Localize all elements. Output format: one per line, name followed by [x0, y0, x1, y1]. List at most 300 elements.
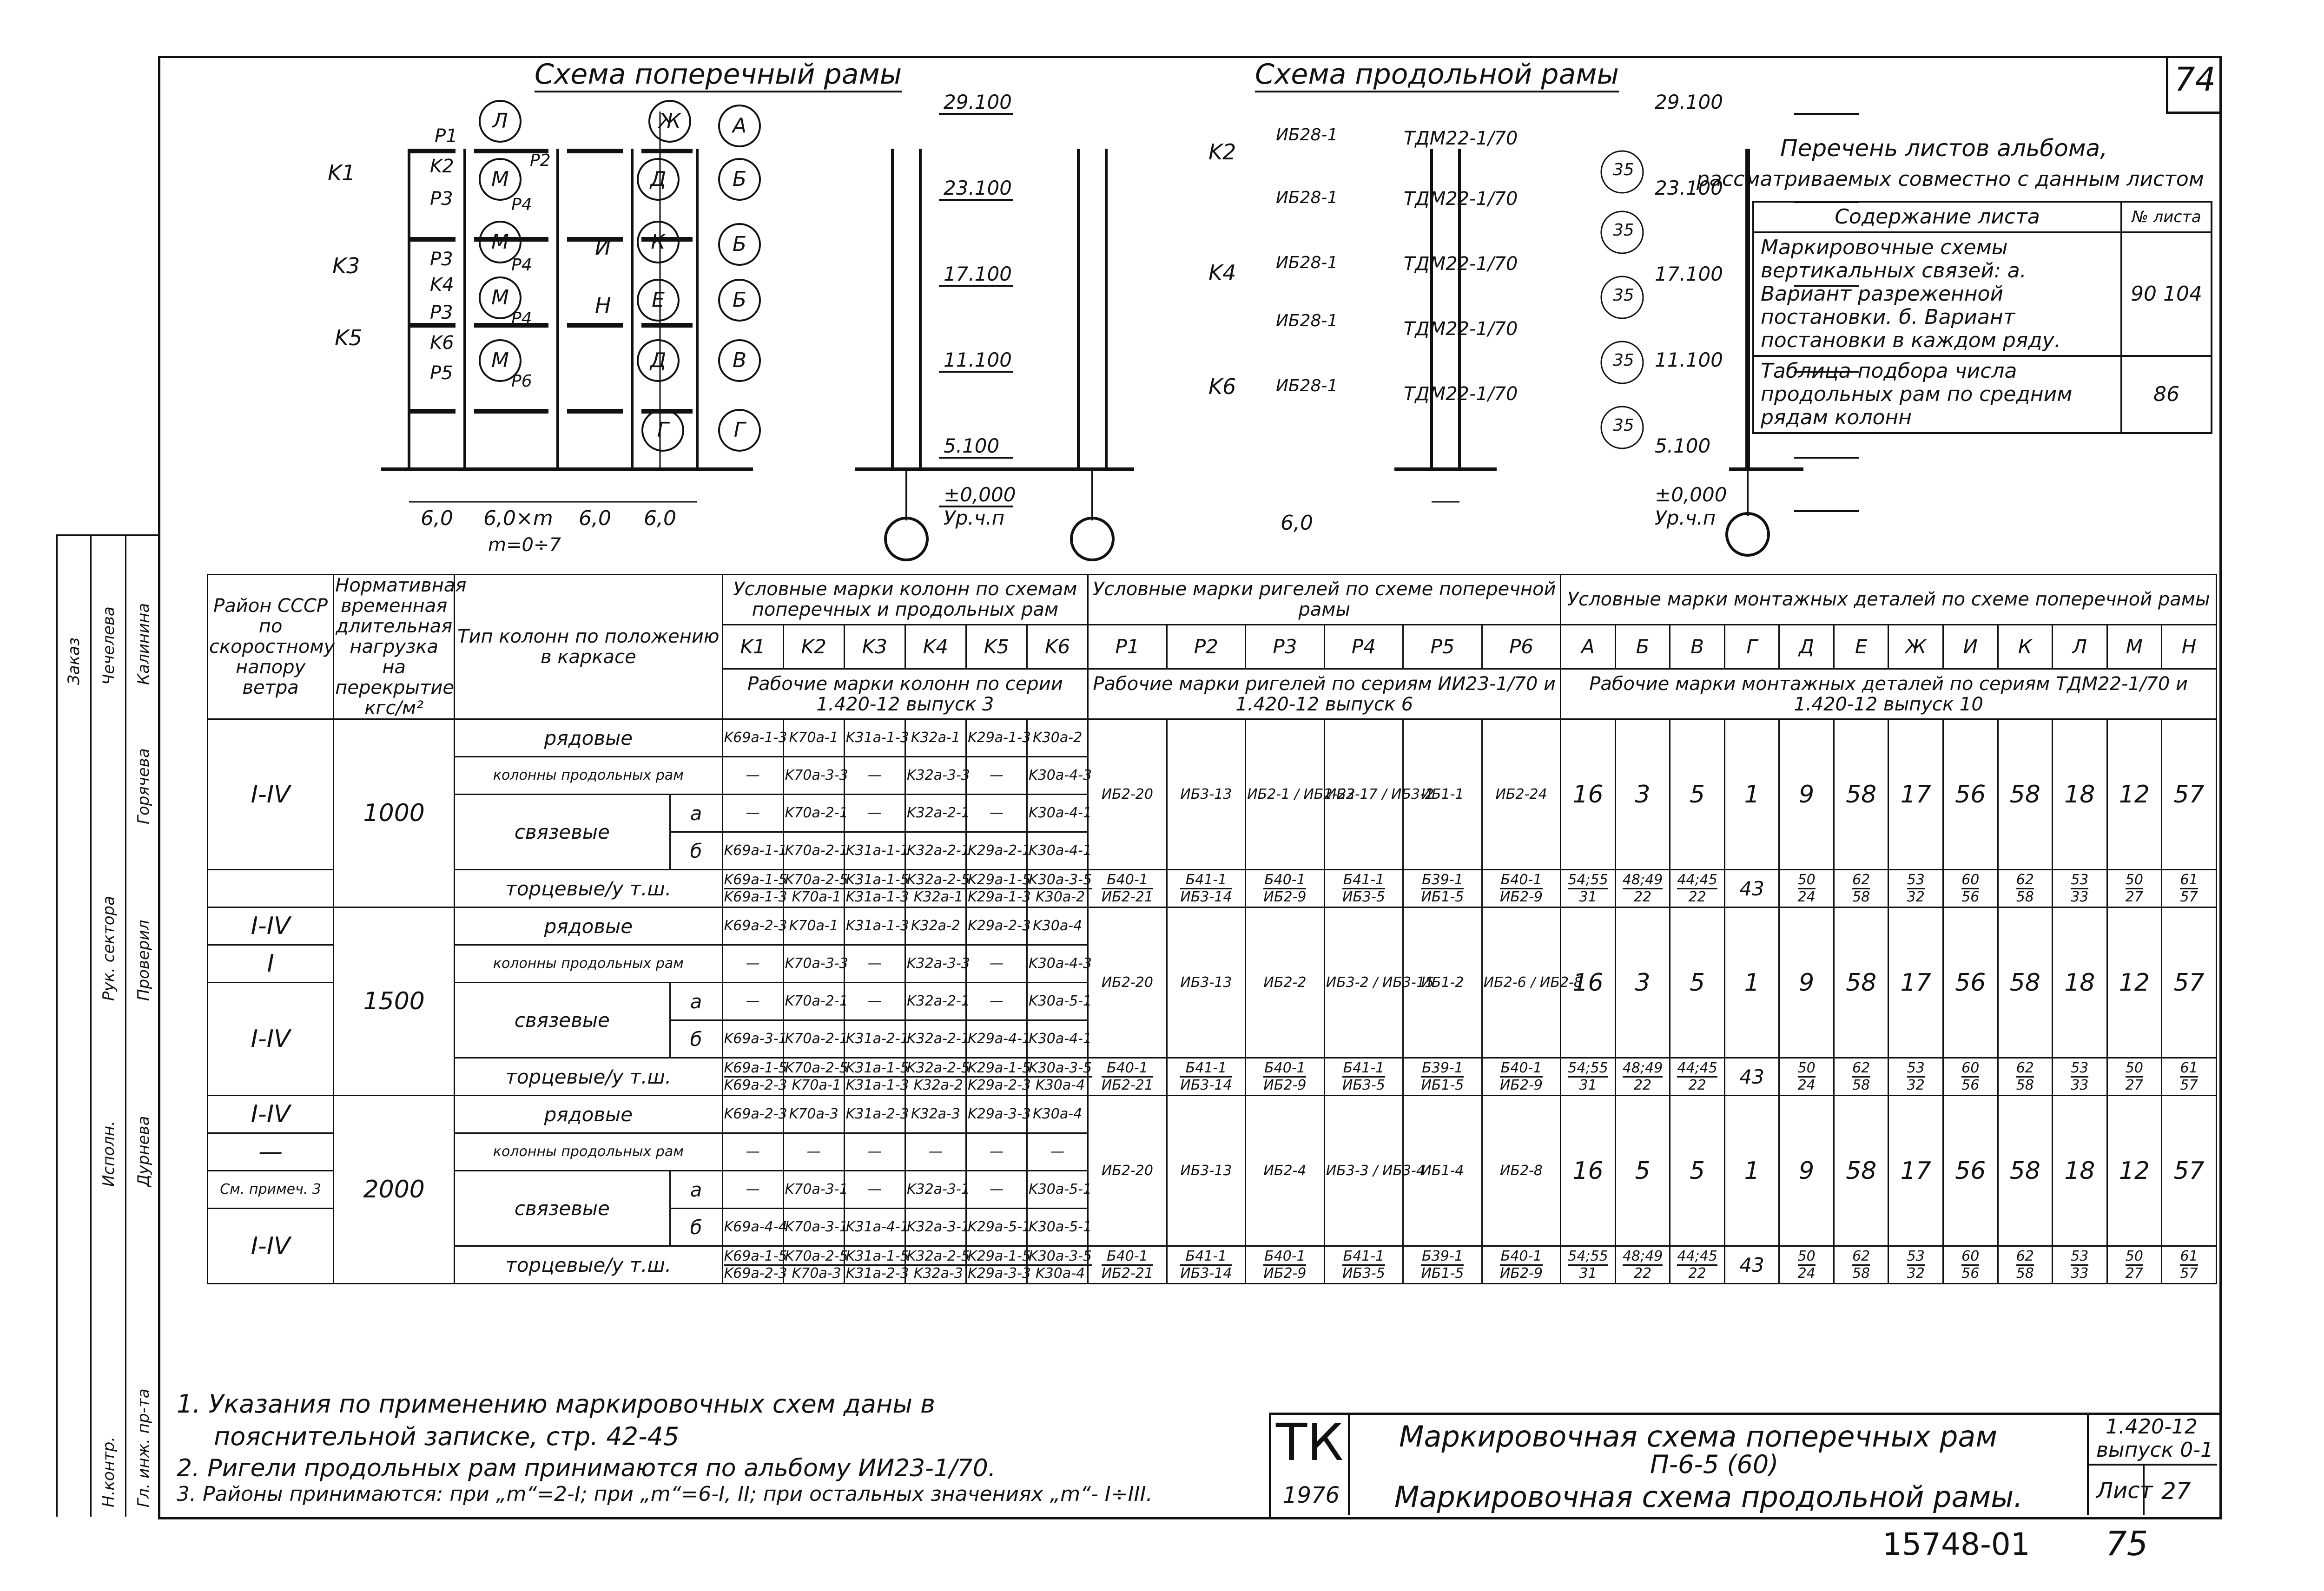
stamp-year: 1976	[1283, 1482, 1340, 1508]
circle-m1: М	[479, 158, 522, 201]
column-mark-cell: K30а-5-1	[1027, 983, 1088, 1020]
type-cell: торцевые/у т.ш.	[455, 870, 722, 907]
column-mark-cell: K30а-2	[1027, 719, 1088, 757]
frac-top: 60	[1961, 1060, 1979, 1078]
label-p6: P6	[511, 372, 532, 391]
frac-top: Б40-1	[1102, 1060, 1153, 1078]
side-text-1: Заказ	[65, 637, 83, 685]
frac-top: 48;49	[1623, 872, 1663, 889]
frac-bottom: K70а-1	[792, 888, 841, 905]
frac-bottom: K70а-3	[792, 1265, 841, 1282]
dim-4: 6,0	[644, 506, 676, 530]
detail-mark-cell: 1	[1724, 907, 1779, 1058]
frac-bottom: 31	[1579, 888, 1597, 905]
frac-bottom: 22	[1688, 1077, 1706, 1093]
detail-mark-cell: 5	[1670, 907, 1725, 1058]
column-mark-cell: —	[844, 945, 905, 983]
frac-bottom: K29а-3-3	[967, 1265, 1031, 1282]
detail-mark-cell: 17	[1888, 719, 1943, 870]
frac-bottom: 24	[1797, 888, 1816, 905]
stamp-title-2: П-6-5 (60)	[1650, 1450, 1779, 1479]
detail-mark-cell	[1779, 1246, 1834, 1284]
type-sub-cell: а	[670, 1171, 722, 1209]
beam-mark-cell	[1088, 1058, 1167, 1096]
note-3: 3. Районы принимаются: при „m“=2-I; при „m“=6-I, II; при остальных значениях „m“- I÷III.	[177, 1482, 1153, 1506]
frac-bottom: ИБ2-9	[1263, 1077, 1307, 1093]
album-list-table	[1752, 201, 2212, 434]
long-circle-3: 35	[1613, 286, 1634, 305]
frac-bottom: 22	[1688, 888, 1706, 905]
column-mark-cell	[1027, 870, 1092, 907]
beam-mark-cell	[1246, 870, 1325, 907]
frac-bottom: K31а-1-3	[845, 1077, 909, 1093]
detail-mark-cell: 43	[1724, 870, 1779, 907]
column-mark-cell: —	[966, 1133, 1027, 1171]
frac-bottom: 27	[2125, 1077, 2143, 1093]
beam-mark-cell: ИБ2-4	[1246, 1096, 1325, 1246]
stamp-sheet-no: 27	[2161, 1478, 2191, 1505]
long-circle-4: 35	[1613, 351, 1634, 370]
label-p4a: P4	[511, 195, 532, 214]
frac-bottom: 58	[1852, 888, 1870, 905]
column-mark-cell	[844, 1246, 909, 1284]
frac-bottom: K31а-1-3	[845, 888, 909, 905]
detail-mark-cell: 5	[1670, 719, 1725, 870]
detail-mark-cell	[1998, 1058, 2053, 1096]
frac-bottom: K30а-4	[1035, 1077, 1085, 1093]
column-mark-cell: —	[722, 1171, 783, 1209]
frac-top: K32а-2-5	[907, 872, 970, 889]
frac-bottom: ИБ3-14	[1180, 1077, 1232, 1093]
type-cell: колонны продольных рам	[455, 945, 722, 983]
column-mark-cell: —	[722, 757, 783, 795]
long-beam-1: ИБ28-1	[1276, 125, 1338, 145]
frac-top: 61	[2180, 1249, 2198, 1266]
note-1: 1. Указания по применению маркировочных схем даны в	[177, 1389, 935, 1419]
column-mark-cell: K32а-3	[905, 1096, 966, 1133]
type-sub-cell: б	[670, 1209, 722, 1246]
longitudinal-scheme-title: Схема продольной рамы	[1255, 58, 1619, 92]
sheet-number-top: 74	[2174, 60, 2216, 99]
column-mark-cell: K70а-2-1	[783, 832, 844, 870]
detail-mark-cell	[1615, 1058, 1670, 1096]
column-mark-cell: K29а-4-1	[966, 1020, 1027, 1058]
beam-mark-cell: ИБ1-1	[1403, 719, 1482, 870]
beam-mark-cell: ИБ1-4	[1403, 1096, 1482, 1246]
circle-m4: М	[479, 339, 522, 382]
beam-mark-cell	[1167, 1058, 1246, 1096]
long-mark-2: ТДМ22-1/70	[1404, 188, 1518, 210]
detail-mark-cell	[1834, 1058, 1888, 1096]
circle-g1: Г	[641, 409, 684, 452]
column-mark-cell: K32а-1	[905, 719, 966, 757]
beam-mark-cell	[1246, 1246, 1325, 1284]
detail-mark-cell: 16	[1561, 1096, 1616, 1246]
beam-mark-cell	[1167, 870, 1246, 907]
frac-bottom: K29а-1-3	[967, 888, 1031, 905]
circle-b2: Б	[718, 223, 761, 266]
floor-label-1: Ур.ч.п	[944, 506, 1005, 529]
detail-mark-cell: 57	[2162, 907, 2217, 1058]
detail-mark-cell	[1670, 870, 1725, 907]
frac-top: K32а-2-5	[907, 1060, 970, 1078]
album-list-title-1: Перечень листов альбома,	[1780, 135, 2107, 162]
frac-bottom: 24	[1797, 1265, 1816, 1282]
letter-n: Н	[595, 293, 611, 318]
frac-bottom: ИБ2-9	[1499, 888, 1543, 905]
label-p3c: P3	[430, 302, 453, 323]
hdr-beam-key: P6	[1482, 625, 1561, 669]
frac-top: 62	[1852, 1060, 1870, 1078]
detail-mark-cell: 1	[1724, 719, 1779, 870]
column-mark-cell: —	[844, 983, 905, 1020]
detail-mark-cell: 16	[1561, 719, 1616, 870]
circle-e: Е	[637, 279, 680, 322]
hdr-beams-group: Условные марки ригелей по схеме поперечной рамы	[1088, 575, 1561, 625]
hdr-beam-key: P5	[1403, 625, 1482, 669]
floor-label-2: Ур.ч.п	[1655, 506, 1716, 529]
hdr-col-key: K1	[722, 625, 783, 669]
frac-bottom: ИБ3-14	[1180, 1265, 1232, 1282]
frac-bottom: K70а-1	[792, 1077, 841, 1093]
column-mark-cell: —	[783, 1133, 844, 1171]
detail-mark-cell	[1615, 870, 1670, 907]
frac-top: 53	[2071, 1249, 2088, 1266]
column-mark-cell: —	[905, 1133, 966, 1171]
frac-top: Б41-1	[1342, 872, 1385, 889]
frac-bottom: K32а-3	[913, 1265, 963, 1282]
detail-mark-cell: 3	[1615, 907, 1670, 1058]
dim-3: 6,0	[579, 506, 611, 530]
region-cell: I-IV	[208, 1209, 334, 1284]
frac-bottom: K32а-1	[913, 888, 963, 905]
hdr-beam-key: P2	[1167, 625, 1246, 669]
side-binding-block	[56, 534, 160, 1517]
hdr-det-key: М	[2107, 625, 2162, 669]
side-text-3: Калинина	[134, 603, 153, 685]
frac-bottom: ИБ1-5	[1421, 1265, 1464, 1282]
hdr-beam-key: P3	[1246, 625, 1325, 669]
side-text-2: Чечелева	[99, 606, 118, 685]
letter-i: И	[595, 235, 611, 260]
circle-d1: Д	[637, 158, 680, 201]
column-mark-cell: —	[844, 757, 905, 795]
detail-mark-cell: 43	[1724, 1058, 1779, 1096]
column-mark-cell: —	[844, 1171, 905, 1209]
long-mark-4: ТДМ22-1/70	[1404, 318, 1518, 340]
hdr-region: Район СССР по скоростному напору ветра	[208, 575, 334, 719]
album-col-sheet: № листа	[2121, 202, 2212, 232]
detail-mark-cell: 17	[1888, 1096, 1943, 1246]
stamp-issue: выпуск 0-1	[2096, 1438, 2214, 1462]
column-mark-cell: K32а-2-1	[905, 1020, 966, 1058]
side-text-4: Горячева	[134, 748, 153, 824]
detail-mark-cell: 57	[2162, 719, 2217, 870]
circle-zh: Ж	[648, 100, 691, 143]
side-text-10: Гл. инж. пр-та	[134, 1388, 153, 1507]
beam-mark-cell	[1088, 1246, 1167, 1284]
level-4: 11.100	[944, 348, 1012, 371]
frac-bottom: ИБ3-5	[1342, 1265, 1385, 1282]
frac-bottom: 58	[1852, 1077, 1870, 1093]
long-k4: K4	[1208, 260, 1236, 285]
load-cell: 2000	[334, 1096, 455, 1284]
detail-mark-cell	[1779, 1058, 1834, 1096]
column-mark-cell: K30а-5-1	[1027, 1171, 1088, 1209]
detail-mark-cell	[1670, 1058, 1725, 1096]
frac-top: K30а-3-5	[1029, 1249, 1092, 1266]
hdr-beam-key: P4	[1324, 625, 1403, 669]
frac-top: K31а-1-5	[846, 1249, 909, 1266]
frac-bottom: 58	[2016, 1077, 2034, 1093]
long-level-1: 29.100	[1655, 91, 1723, 113]
beam-mark-cell: ИБ2-8	[1482, 1096, 1561, 1246]
frac-top: Б40-1	[1263, 872, 1306, 889]
album-row-1-content: Маркировочные схемы вертикальных связей: а. Вариант разреженной постановки. б. Вариант постановки в каждом ряду.	[1753, 232, 2121, 356]
detail-mark-cell	[2053, 1058, 2107, 1096]
beam-mark-cell	[1403, 870, 1482, 907]
region-cell: I-IV	[208, 983, 334, 1096]
frac-top: 62	[2016, 872, 2034, 889]
frac-bottom: ИБ2-9	[1499, 1077, 1543, 1093]
label-p4c: P4	[511, 309, 532, 328]
frac-bottom: K30а-4	[1035, 1265, 1085, 1282]
region-cell: —	[208, 1133, 334, 1171]
level-2: 23.100	[944, 177, 1012, 199]
hdr-det-key: А	[1561, 625, 1616, 669]
frac-top: 54;55	[1568, 1249, 1608, 1266]
frac-top: 53	[1907, 872, 1925, 889]
beam-mark-cell	[1324, 1246, 1403, 1284]
frac-top: 44;45	[1677, 1249, 1717, 1266]
beam-mark-cell: ИБ2-1 / ИБ2-22	[1246, 719, 1325, 870]
long-beam-4: ИБ28-1	[1276, 311, 1338, 330]
beam-mark-cell	[1167, 1246, 1246, 1284]
label-k2: K2	[430, 156, 454, 177]
detail-mark-cell: 9	[1779, 719, 1834, 870]
hdr-cols-group: Условные марки колонн по схемам поперечных и продольных рам	[722, 575, 1088, 625]
detail-mark-cell	[2053, 1246, 2107, 1284]
long-circle-1: 35	[1613, 160, 1634, 179]
frac-top: 53	[2071, 1060, 2088, 1078]
long-beam-3: ИБ28-1	[1276, 253, 1338, 272]
footer-page: 75	[2106, 1524, 2148, 1563]
frac-top: Б40-1	[1102, 1249, 1153, 1266]
frac-bottom: ИБ2-9	[1263, 1265, 1307, 1282]
column-mark-cell: —	[966, 945, 1027, 983]
frac-top: K69а-1-5	[724, 1060, 787, 1078]
circle-g2: Г	[718, 409, 761, 452]
frac-top: K30а-3-5	[1029, 1060, 1092, 1078]
long-circle-5: 35	[1613, 416, 1634, 435]
column-mark-cell	[966, 1058, 1031, 1096]
label-p1: P1	[435, 125, 458, 147]
beam-mark-cell	[1403, 1058, 1482, 1096]
frac-top: 54;55	[1568, 1060, 1608, 1078]
hdr-beams-series: Рабочие марки ригелей по сериям ИИ23-1/70 и 1.420-12 выпуск 6	[1088, 669, 1561, 719]
frac-top: Б39-1	[1421, 1060, 1464, 1078]
hdr-load: Нормативная временная длительная нагрузка на перекрытие кгс/м²	[334, 575, 455, 719]
detail-mark-cell	[2107, 1058, 2162, 1096]
frac-top: K31а-1-5	[846, 872, 909, 889]
stamp-title-1: Маркировочная схема поперечных рам	[1399, 1420, 1998, 1453]
frac-bottom: 57	[2180, 1077, 2198, 1093]
type-cell: торцевые/у т.ш.	[455, 1058, 722, 1096]
frac-top: K70а-2-5	[785, 872, 848, 889]
detail-mark-cell	[1888, 1246, 1943, 1284]
detail-mark-cell	[1834, 870, 1888, 907]
hdr-col-key: K6	[1027, 625, 1088, 669]
detail-mark-cell	[1670, 1246, 1725, 1284]
label-p4b: P4	[511, 256, 532, 275]
detail-mark-cell	[1615, 1246, 1670, 1284]
label-p5: P5	[430, 362, 453, 384]
detail-mark-cell: 57	[2162, 1096, 2217, 1246]
column-mark-cell: —	[1027, 1133, 1088, 1171]
detail-mark-cell	[1943, 870, 1998, 907]
frac-top: 48;49	[1623, 1249, 1663, 1266]
side-text-7: Исполн.	[99, 1121, 118, 1187]
long-mark-5: ТДМ22-1/70	[1404, 383, 1518, 405]
type-cell: колонны продольных рам	[455, 1133, 722, 1171]
frac-top: K69а-1-5	[724, 872, 787, 889]
region-cell: I-IV	[208, 719, 334, 870]
detail-mark-cell: 43	[1724, 1246, 1779, 1284]
frac-bottom: 31	[1579, 1077, 1597, 1093]
column-mark-cell: K70а-2-1	[783, 795, 844, 832]
circle-b1: Б	[718, 158, 761, 201]
column-mark-cell: K32а-3-1	[905, 1209, 966, 1246]
frac-top: 61	[2180, 1060, 2198, 1078]
beam-mark-cell: ИБ2-24	[1482, 719, 1561, 870]
label-p3b: P3	[430, 249, 453, 270]
detail-mark-cell: 58	[1998, 907, 2053, 1058]
label-k5: K5	[335, 325, 363, 350]
hdr-det-key: Н	[2162, 625, 2217, 669]
column-mark-cell: —	[966, 983, 1027, 1020]
level-5: 5.100	[944, 434, 1000, 457]
side-text-8: Дурнева	[134, 1116, 153, 1187]
detail-mark-cell	[1998, 1246, 2053, 1284]
beam-mark-cell: ИБ2-2	[1246, 907, 1325, 1058]
frac-top: K30а-3-5	[1029, 872, 1092, 889]
column-mark-cell: K30а-4-3	[1027, 945, 1088, 983]
frac-bottom: 33	[2071, 1077, 2089, 1093]
footer-code: 15748-01	[1882, 1526, 2030, 1562]
frac-top: 50	[2126, 1249, 2143, 1266]
frac-bottom: K30а-2	[1035, 888, 1085, 905]
column-mark-cell	[905, 870, 970, 907]
detail-mark-cell: 1	[1724, 1096, 1779, 1246]
detail-mark-cell: 9	[1779, 907, 1834, 1058]
beam-mark-cell	[1482, 1246, 1561, 1284]
column-mark-cell: K32а-3-1	[905, 1171, 966, 1209]
frac-top: 62	[1852, 872, 1870, 889]
detail-mark-cell	[1888, 870, 1943, 907]
long-level-3: 17.100	[1655, 263, 1723, 285]
frac-bottom: 27	[2125, 1265, 2143, 1282]
column-mark-cell: K29а-2-3	[966, 907, 1027, 945]
beam-mark-cell: ИБ2-20	[1088, 907, 1167, 1058]
column-mark-cell: —	[722, 983, 783, 1020]
hdr-det-series: Рабочие марки монтажных деталей по сериям ТДМ22-1/70 и 1.420-12 выпуск 10	[1561, 669, 2217, 719]
label-k4: K4	[430, 274, 454, 296]
frac-bottom: 33	[2071, 888, 2089, 905]
type-sub-cell: а	[670, 983, 722, 1020]
detail-mark-cell	[1779, 870, 1834, 907]
frac-bottom: ИБ2-21	[1101, 1077, 1153, 1093]
column-mark-cell	[966, 870, 1031, 907]
column-mark-cell: K32а-3-3	[905, 757, 966, 795]
detail-mark-cell	[2162, 870, 2217, 907]
column-mark-cell: K31а-1-1	[844, 832, 905, 870]
column-mark-cell: K69а-3-1	[722, 1020, 783, 1058]
column-mark-cell: K29а-5-1	[966, 1209, 1027, 1246]
column-mark-cell: K70а-3-3	[783, 757, 844, 795]
frac-top: Б40-1	[1102, 872, 1153, 889]
detail-mark-cell: 5	[1670, 1096, 1725, 1246]
frac-bottom: K29а-2-3	[967, 1077, 1031, 1093]
column-mark-cell: K31а-4-1	[844, 1209, 905, 1246]
frac-top: 53	[2071, 872, 2088, 889]
frac-top: 53	[1907, 1249, 1925, 1266]
detail-mark-cell: 58	[1834, 719, 1888, 870]
frac-bottom: K31а-2-3	[845, 1265, 909, 1282]
column-mark-cell	[783, 870, 848, 907]
column-mark-cell	[966, 1246, 1031, 1284]
frac-bottom: ИБ2-21	[1101, 1265, 1153, 1282]
level-1: 29.100	[944, 91, 1012, 113]
frac-top: 62	[1852, 1249, 1870, 1266]
frac-bottom: 58	[2016, 1265, 2034, 1282]
type-cell: рядовые	[455, 907, 722, 945]
detail-mark-cell: 17	[1888, 907, 1943, 1058]
frac-bottom: 57	[2180, 1265, 2198, 1282]
frac-top: K32а-2-5	[907, 1249, 970, 1266]
column-mark-cell	[905, 1246, 970, 1284]
load-cell: 1500	[334, 907, 455, 1096]
marking-table	[207, 574, 2217, 1284]
circle-m2: М	[479, 221, 522, 263]
column-mark-cell: K29а-1-3	[966, 719, 1027, 757]
frac-top: 50	[1798, 872, 1816, 889]
frac-bottom: 56	[1961, 1077, 1980, 1093]
frac-top: Б41-1	[1342, 1249, 1385, 1266]
detail-mark-cell	[1998, 870, 2053, 907]
frac-top: Б41-1	[1180, 1249, 1232, 1266]
hdr-det-key: Ж	[1888, 625, 1943, 669]
frac-top: 61	[2180, 872, 2198, 889]
beam-mark-cell: ИБ1-2	[1403, 907, 1482, 1058]
column-mark-cell: K31а-2-3	[844, 1096, 905, 1133]
column-mark-cell	[1027, 1246, 1092, 1284]
hdr-type: Тип колонн по положению в каркасе	[455, 575, 722, 719]
label-k6: K6	[430, 332, 454, 354]
frac-bottom: 32	[1907, 1077, 1925, 1093]
column-mark-cell: K70а-3-3	[783, 945, 844, 983]
frac-bottom: ИБ1-5	[1421, 1077, 1464, 1093]
circle-d2: Д	[637, 339, 680, 382]
frac-top: K70а-2-5	[785, 1060, 848, 1078]
beam-mark-cell: ИБ2-6 / ИБ2-8	[1482, 907, 1561, 1058]
hdr-det-key: И	[1943, 625, 1998, 669]
column-mark-cell: K32а-2-1	[905, 983, 966, 1020]
frac-top: K70а-2-5	[785, 1249, 848, 1266]
label-p3a: P3	[430, 188, 453, 210]
column-mark-cell	[783, 1058, 848, 1096]
detail-mark-cell	[2107, 870, 2162, 907]
column-mark-cell: K70а-3-1	[783, 1171, 844, 1209]
